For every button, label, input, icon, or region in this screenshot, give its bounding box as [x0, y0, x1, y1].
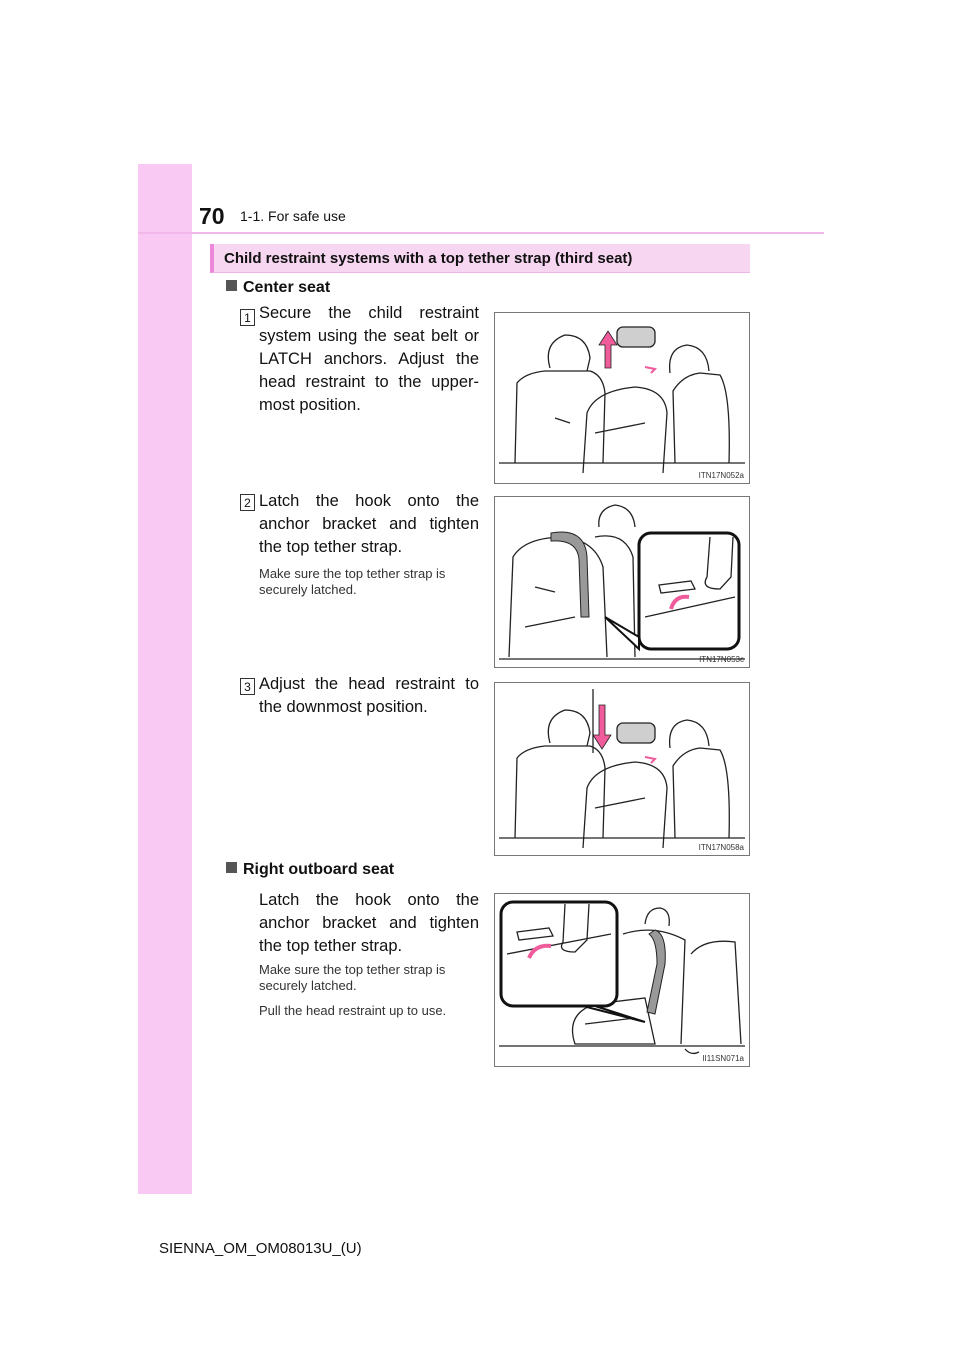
step-number-3: 3 [240, 678, 255, 695]
figure-code-1: ITN17N052a [698, 471, 744, 480]
figure-right-outboard [494, 893, 750, 1067]
seat-headrest-up-illustration [495, 313, 749, 483]
chapter-side-tab [138, 164, 192, 1194]
right-outboard-heading: Right outboard seat [226, 861, 394, 879]
right-outboard-note-2: Pull the head restraint up to use. [259, 1003, 447, 1018]
right-outboard-text: Latch the hook onto the anchor bracket and tighten the top tether strap. [259, 891, 479, 955]
center-seat-heading: Center seat [226, 279, 330, 297]
header-rule [138, 232, 824, 234]
figure-code-4: II11SN071a [702, 1054, 744, 1063]
step-3-text: Adjust the head restraint to the downmost position. [259, 675, 479, 716]
figure-step-2 [494, 496, 750, 668]
right-outboard-note-1: Make sure the top tether strap is securely latched. [259, 962, 446, 993]
outboard-tether-illustration [495, 894, 749, 1066]
step-2-note: Make sure the top tether strap is securely latched. [259, 566, 446, 597]
figure-step-1 [494, 312, 750, 484]
zoom-callout [501, 902, 617, 1006]
arrow-down-icon [593, 705, 611, 749]
step-1-text: Secure the child restraint system using the seat belt or LATCH anchors. Adjust the head restraint to the upper-most position. [259, 304, 479, 414]
step-2-text: Latch the hook onto the anchor bracket and tighten the top tether strap. [259, 492, 479, 556]
bullet-square-icon [226, 280, 237, 291]
section-title-bar [210, 244, 750, 273]
figure-code-3: ITN17N058a [698, 843, 744, 852]
figure-code-2: ITN17N053c [699, 655, 744, 664]
bullet-square-icon [226, 862, 237, 873]
step-number-2: 2 [240, 494, 255, 511]
headrest-icon [617, 327, 655, 347]
footer-doc-code: SIENNA_OM_OM08013U_(U) [159, 1240, 362, 1257]
page-number: 70 [199, 203, 225, 229]
section-title: Child restraint systems with a top tether strap (third seat) [224, 250, 633, 267]
chapter-title: 1-1. For safe use [240, 208, 346, 224]
headrest-icon [617, 723, 655, 743]
step-number-1: 1 [240, 309, 255, 326]
figure-step-3 [494, 682, 750, 856]
arrow-up-icon [599, 331, 617, 368]
seat-headrest-down-illustration [495, 683, 749, 855]
zoom-callout [639, 533, 739, 649]
tether-hook-illustration [495, 497, 749, 667]
